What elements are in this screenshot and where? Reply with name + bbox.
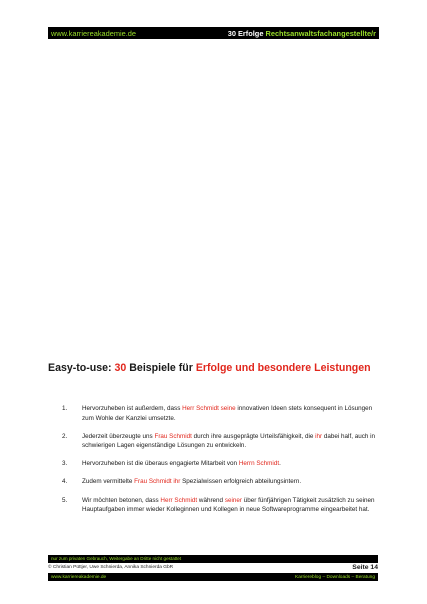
highlighted-text: Herr Schmidt: [160, 496, 198, 504]
list-item: [62, 496, 380, 515]
heading-part4: Erfolge und besondere Leistungen: [195, 362, 371, 374]
heading-part1: Easy-to-use:: [48, 362, 115, 374]
text-segment: Zudem vermittelte: [82, 478, 135, 486]
header-title: [228, 29, 376, 38]
highlighted-text: Frau Schmidt ihr: [134, 478, 181, 486]
list-item-number: 3.: [62, 460, 68, 468]
footer-links[interactable]: Karriereblog – Downloads – Beratung: [295, 574, 375, 580]
heading-part3: Beispiele für: [126, 362, 196, 374]
list-item-text: [82, 496, 380, 515]
text-segment: Hervorzuheben ist die überaus engagierte Mitarbeit von: [82, 460, 239, 468]
page-number: Seite 14: [352, 564, 378, 571]
list-item-number: 2.: [62, 432, 68, 440]
highlighted-text: seiner: [224, 496, 242, 504]
footer-tagline: nur zum privaten Gebrauch, Weitergabe an Dritte nicht gestattet: [48, 555, 378, 563]
highlighted-text: Herr Schmidt seine: [182, 405, 236, 412]
text-segment: Spezialwissen erfolgreich abteilungsintern.: [180, 478, 302, 486]
text-segment: über fünfjährigen Tätigkeit zusätzlich zu seinen Hauptaufgaben immer wieder Kolleginnen und Kollegen in neue Softwareprogramme eingearbeitet hat.: [82, 496, 375, 514]
list-item-number: 4.: [62, 478, 68, 486]
list-item-number: 1.: [62, 405, 68, 412]
text-segment: während: [197, 496, 225, 504]
highlighted-text: Herrn Schmidt: [238, 460, 280, 468]
highlighted-text: Frau Schmidt: [154, 432, 192, 440]
footer-copyright: © Christian Püttjer, Uwe Schnierda, Annika Schnierda GbR: [48, 565, 174, 570]
highlighted-text: ihr: [315, 432, 323, 440]
example-list: [62, 404, 380, 523]
list-item: [62, 459, 380, 469]
list-item-text: [82, 404, 380, 423]
header-bar: [48, 27, 379, 39]
text-segment: innovativen Ideen stets konsequent in Lösungen zum Wohle der Kanzlei umsetzte.: [82, 405, 373, 422]
section-heading: [48, 362, 371, 374]
header-title-accent: Rechtsanwaltsfachangestellte/r: [265, 28, 376, 38]
heading-part2: 30: [114, 362, 127, 374]
footer-bar: [48, 573, 378, 581]
text-segment: Jederzeit überzeugte uns: [82, 432, 155, 440]
list-item-text: [82, 459, 380, 469]
list-item: [62, 477, 380, 487]
footer-copyright-row: [48, 563, 378, 572]
text-segment: Hervorzuheben ist außerdem, dass: [82, 405, 183, 412]
header-site[interactable]: www.karriereakademie.de: [51, 28, 137, 38]
list-item-text: [82, 432, 380, 451]
footer-site[interactable]: www.karriereakademie.de: [51, 574, 107, 580]
list-item: [62, 404, 380, 423]
text-segment: .: [279, 460, 281, 468]
list-item-text: [82, 477, 380, 487]
header-title-prefix: 30 Erfolge: [227, 28, 266, 38]
text-segment: Wir möchten betonen, dass: [82, 496, 161, 504]
text-segment: durch ihre ausgeprägte Urteilsfähigkeit, die: [191, 432, 316, 440]
list-item-number: 5.: [62, 496, 68, 504]
text-segment: dabei half, auch in schwierigen Lagen eigenständige Lösungen zu entwickeln.: [82, 432, 376, 450]
list-item: [62, 432, 380, 451]
